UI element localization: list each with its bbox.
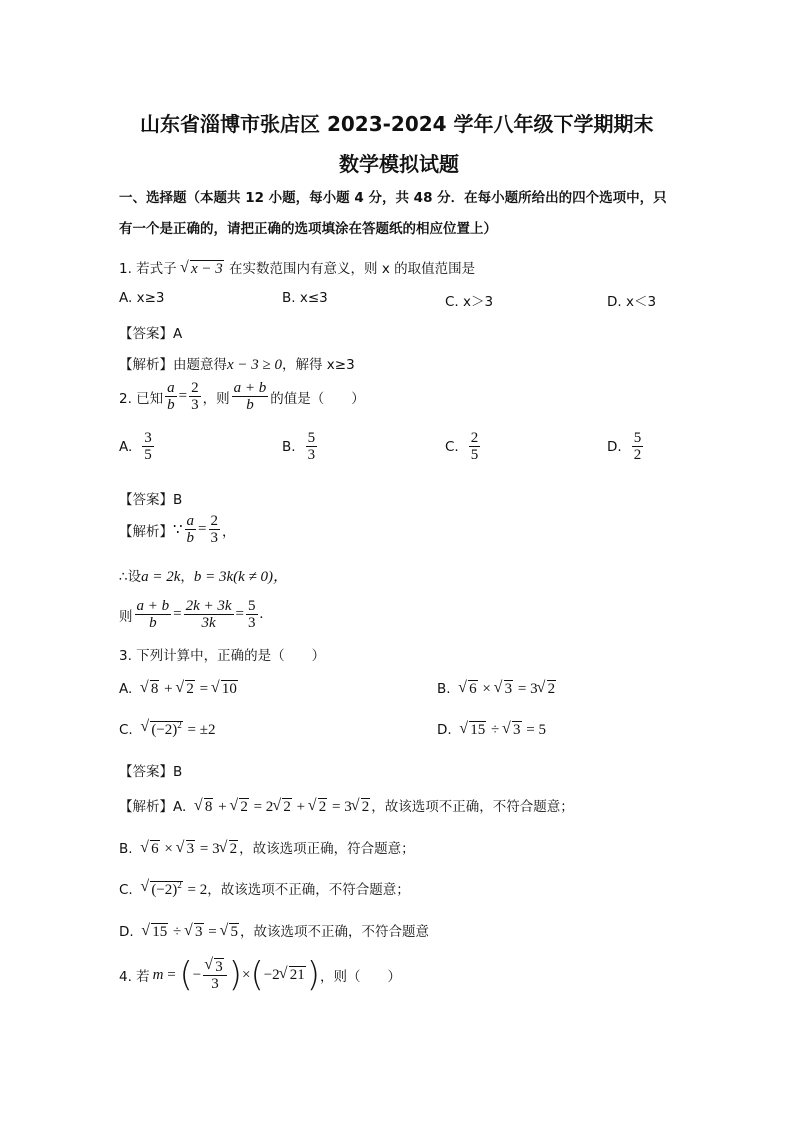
q2-option-c: C. $\frac{2}{5}$ [445, 430, 479, 463]
q1-option-a: A. x≥3 [119, 290, 165, 306]
q3-option-a: A. √ 8 + √ 2 = √ 10 [119, 681, 239, 698]
q1-option-b: B. x≤3 [282, 290, 328, 306]
title-line-1: 山东省淄博市张店区 2023-2024 学年八年级下学期期末 [140, 112, 654, 136]
q2-explain-1: 【解析】 ∵ $\frac{a}{b}$ = $\frac{2}{3}$ ， [119, 513, 236, 546]
q1-option-d: D. x＜3 [607, 294, 657, 310]
q3-option-c: C. √ $(-2)^2 = \pm 2$ [119, 720, 215, 739]
q1-answer: 【答案】A [119, 326, 183, 342]
section-heading-line-1: 一、选择题（本题共 12 小题，每小题 4 分，共 48 分．在每小题所给出的四个选项中，只 [119, 190, 667, 206]
q2-option-b: B. $\frac{5}{3}$ [282, 430, 316, 463]
section-heading-line-2: 有一个是正确的，请把正确的选项填涂在答题纸的相应位置上） [119, 221, 497, 237]
q3-explain-d: D. √ 15 ÷ √ 3 = √ 5 ，故该选项不正确，不符合题意 [119, 920, 429, 941]
q2-stem: 2. 已知 $\frac{a}{b}$ = $\frac{2}{3}$ ，则 $\frac{a + b}{b}$ 的值是（ ） [119, 380, 365, 413]
q3-stem: 3. 下列计算中，正确的是（ ） [119, 648, 326, 664]
q3-explain-c: C. √ $(-2)^2 = 2$，故该选项不正确，不符合题意； [119, 878, 410, 899]
q4-stem: 4. 若 m = ( − √ $\frac{3}{3}$ ) × ( −2 √ 21 ) ，则（ ） [119, 958, 401, 992]
q3-option-b: B. √ 6 × √ 3 = 3√ 2 [437, 681, 557, 698]
q3-option-d: D. √ 15 ÷ √ 3 = 5 [437, 722, 546, 739]
q3-answer: 【答案】B [119, 764, 183, 780]
q1-stem: 1. 若式子 √ x − 3 在实数范围内有意义，则 x 的取值范围是 [119, 257, 475, 278]
q3-explain-a: 【解析】A. √ 8 + √ 2 = 2√ 2 + √ 2 = 3√ 2 ，故该选项不正确，不符合题意； [119, 795, 574, 816]
q1-option-c: C. x＞3 [445, 294, 494, 310]
q2-option-d: D. $\frac{5}{2}$ [607, 430, 642, 463]
q2-answer: 【答案】B [119, 492, 183, 508]
q2-explain-2: ∴设a = 2k，b = 3k(k ≠ 0)， [119, 569, 289, 585]
q1-explanation: 【解析】由题意得x − 3 ≥ 0，解得 x≥3 [119, 357, 355, 373]
sqrt-expr: √ x − 3 [181, 261, 224, 278]
title-line-2: 数学模拟试题 [339, 152, 459, 176]
q3-explain-b: B. √ 6 × √ 3 = 3√ 2 ，故该选项正确，符合题意； [119, 837, 415, 858]
q2-option-a: A. $\frac{3}{5}$ [119, 430, 152, 463]
q2-explain-3: 则 $\frac{a + b}{b}$ = $\frac{2k + 3k}{3k}$ = $\frac{5}{3}$ . [119, 598, 264, 631]
